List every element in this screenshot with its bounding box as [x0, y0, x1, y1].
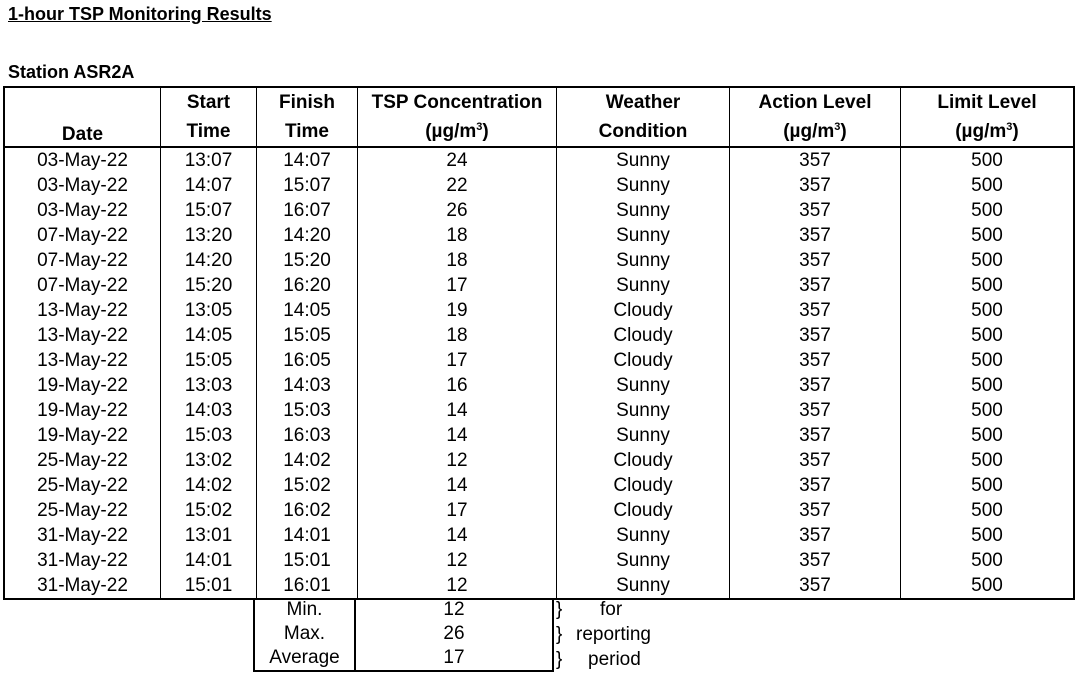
table-row — [4, 573, 1074, 599]
finish-time-cell: 15:07 — [257, 173, 358, 198]
page-title: 1-hour TSP Monitoring Results — [8, 4, 272, 24]
weather-cell: Cloudy — [557, 348, 730, 373]
date-cell: 03-May-22 — [4, 173, 161, 198]
start-time-cell: 13:07 — [161, 147, 257, 173]
tsp-cell: 12 — [358, 548, 557, 573]
table-row — [4, 423, 1074, 448]
table-row — [4, 323, 1074, 348]
action-level-cell: 357 — [730, 147, 901, 173]
finish-time-cell: 16:03 — [257, 423, 358, 448]
limit-level-cell: 500 — [901, 448, 1075, 473]
tsp-cell: 14 — [358, 473, 557, 498]
tsp-cell: 19 — [358, 298, 557, 323]
action-level-cell: 357 — [730, 398, 901, 423]
start-time-cell: 14:02 — [161, 473, 257, 498]
date-cell: 13-May-22 — [4, 323, 161, 348]
brace-glyph: } — [556, 624, 563, 645]
table-row — [4, 348, 1074, 373]
action-level-cell: 357 — [730, 548, 901, 573]
summary-label: Min. — [254, 598, 355, 622]
tsp-cell: 18 — [358, 223, 557, 248]
finish-time-cell: 15:20 — [257, 248, 358, 273]
start-time-cell: 14:05 — [161, 323, 257, 348]
finish-time-cell: 16:01 — [257, 573, 358, 599]
action-level-cell: 357 — [730, 498, 901, 523]
header-finish-time: Finish Time — [257, 87, 358, 147]
limit-level-cell: 500 — [901, 198, 1075, 223]
start-time-cell: 13:03 — [161, 373, 257, 398]
table-row — [4, 448, 1074, 473]
date-cell: 25-May-22 — [4, 448, 161, 473]
tsp-cell: 18 — [358, 323, 557, 348]
summary-note: reporting — [576, 624, 651, 645]
date-cell: 07-May-22 — [4, 273, 161, 298]
header-row — [4, 87, 1074, 147]
action-level-cell: 357 — [730, 298, 901, 323]
tsp-cell: 26 — [358, 198, 557, 223]
finish-time-cell: 16:07 — [257, 198, 358, 223]
limit-level-cell: 500 — [901, 423, 1075, 448]
start-time-cell: 15:07 — [161, 198, 257, 223]
limit-level-cell: 500 — [901, 173, 1075, 198]
summary-value: 26 — [355, 622, 553, 646]
tsp-cell: 17 — [358, 498, 557, 523]
action-level-cell: 357 — [730, 323, 901, 348]
table-row — [4, 198, 1074, 223]
weather-cell: Sunny — [557, 223, 730, 248]
tsp-cell: 24 — [358, 147, 557, 173]
summary-note: for — [600, 599, 623, 620]
table-row — [4, 373, 1074, 398]
action-level-cell: 357 — [730, 423, 901, 448]
start-time-cell: 13:02 — [161, 448, 257, 473]
header-weather-condition: Weather Condition — [557, 87, 730, 147]
action-level-cell: 357 — [730, 248, 901, 273]
header-action-level: Action Level $(\mu g/m^3)$ — [730, 87, 901, 147]
finish-time-cell: 14:07 — [257, 147, 358, 173]
limit-level-cell: 500 — [901, 573, 1075, 599]
action-level-cell: 357 — [730, 473, 901, 498]
start-time-cell: 15:01 — [161, 573, 257, 599]
date-cell: 13-May-22 — [4, 348, 161, 373]
finish-time-cell: 15:01 — [257, 548, 358, 573]
table-row — [4, 498, 1074, 523]
start-time-cell: 15:20 — [161, 273, 257, 298]
weather-cell: Sunny — [557, 147, 730, 173]
tsp-cell: 17 — [358, 273, 557, 298]
table-row — [4, 273, 1074, 298]
date-cell: 03-May-22 — [4, 198, 161, 223]
header-tsp-concentration: TSP Concentration $(\mu g/m^3)$ — [358, 87, 557, 147]
finish-time-cell: 14:05 — [257, 298, 358, 323]
tsp-cell: 14 — [358, 398, 557, 423]
summary-row-max — [254, 622, 553, 646]
weather-cell: Cloudy — [557, 323, 730, 348]
header-start-time: Start Time — [161, 87, 257, 147]
table-row — [4, 548, 1074, 573]
finish-time-cell: 16:02 — [257, 498, 358, 523]
station-label: Station ASR2A — [8, 62, 135, 82]
weather-cell: Sunny — [557, 548, 730, 573]
weather-cell: Sunny — [557, 373, 730, 398]
finish-time-cell: 15:03 — [257, 398, 358, 423]
start-time-cell: 13:05 — [161, 298, 257, 323]
finish-time-cell: 16:05 — [257, 348, 358, 373]
table-row — [4, 248, 1074, 273]
weather-cell: Sunny — [557, 273, 730, 298]
action-level-cell: 357 — [730, 523, 901, 548]
weather-cell: Sunny — [557, 248, 730, 273]
tsp-cell: 12 — [358, 448, 557, 473]
action-level-cell: 357 — [730, 373, 901, 398]
date-cell: 25-May-22 — [4, 498, 161, 523]
finish-time-cell: 14:02 — [257, 448, 358, 473]
action-level-cell: 357 — [730, 223, 901, 248]
table-row — [4, 147, 1074, 173]
summary-note: period — [588, 649, 641, 670]
start-time-cell: 14:03 — [161, 398, 257, 423]
finish-time-cell: 15:02 — [257, 473, 358, 498]
date-cell: 07-May-22 — [4, 223, 161, 248]
weather-cell: Sunny — [557, 423, 730, 448]
weather-cell: Sunny — [557, 573, 730, 599]
weather-cell: Cloudy — [557, 298, 730, 323]
brace-glyph: } — [556, 599, 563, 620]
summary-value: 17 — [355, 646, 553, 671]
action-level-cell: 357 — [730, 198, 901, 223]
date-cell: 31-May-22 — [4, 573, 161, 599]
date-cell: 19-May-22 — [4, 423, 161, 448]
limit-level-cell: 500 — [901, 323, 1075, 348]
limit-level-cell: 500 — [901, 298, 1075, 323]
tsp-cell: 17 — [358, 348, 557, 373]
date-cell: 31-May-22 — [4, 523, 161, 548]
tsp-cell: 18 — [358, 248, 557, 273]
limit-level-cell: 500 — [901, 273, 1075, 298]
date-cell: 13-May-22 — [4, 298, 161, 323]
tsp-cell: 12 — [358, 573, 557, 599]
table-row — [4, 473, 1074, 498]
date-cell: 25-May-22 — [4, 473, 161, 498]
action-level-cell: 357 — [730, 448, 901, 473]
start-time-cell: 15:03 — [161, 423, 257, 448]
date-cell: 03-May-22 — [4, 147, 161, 173]
weather-cell: Sunny — [557, 173, 730, 198]
summary-label: Average — [254, 646, 355, 671]
date-cell: 31-May-22 — [4, 548, 161, 573]
start-time-cell: 14:20 — [161, 248, 257, 273]
finish-time-cell: 14:20 — [257, 223, 358, 248]
table-row — [4, 523, 1074, 548]
start-time-cell: 13:20 — [161, 223, 257, 248]
tsp-cell: 14 — [358, 423, 557, 448]
weather-cell: Cloudy — [557, 473, 730, 498]
start-time-cell: 15:02 — [161, 498, 257, 523]
action-level-cell: 357 — [730, 173, 901, 198]
limit-level-cell: 500 — [901, 373, 1075, 398]
start-time-cell: 14:01 — [161, 548, 257, 573]
table-row — [4, 223, 1074, 248]
header-limit-level: Limit Level $(\mu g/m^3)$ — [901, 87, 1075, 147]
summary-row-min — [254, 598, 553, 622]
weather-cell: Sunny — [557, 198, 730, 223]
limit-level-cell: 500 — [901, 498, 1075, 523]
action-level-cell: 357 — [730, 273, 901, 298]
limit-level-cell: 500 — [901, 348, 1075, 373]
date-cell: 19-May-22 — [4, 398, 161, 423]
limit-level-cell: 500 — [901, 548, 1075, 573]
date-cell: 19-May-22 — [4, 373, 161, 398]
finish-time-cell: 15:05 — [257, 323, 358, 348]
action-level-cell: 357 — [730, 348, 901, 373]
limit-level-cell: 500 — [901, 147, 1075, 173]
table-row — [4, 398, 1074, 423]
limit-level-cell: 500 — [901, 223, 1075, 248]
table-row — [4, 173, 1074, 198]
limit-level-cell: 500 — [901, 398, 1075, 423]
weather-cell: Cloudy — [557, 448, 730, 473]
limit-level-cell: 500 — [901, 523, 1075, 548]
brace-glyph: } — [556, 649, 563, 670]
table-row — [4, 298, 1074, 323]
finish-time-cell: 16:20 — [257, 273, 358, 298]
finish-time-cell: 14:01 — [257, 523, 358, 548]
summary-value: 12 — [355, 598, 553, 622]
finish-time-cell: 14:03 — [257, 373, 358, 398]
tsp-cell: 14 — [358, 523, 557, 548]
summary-table — [253, 598, 554, 672]
results-body — [4, 147, 1074, 599]
summary-label: Max. — [254, 622, 355, 646]
limit-level-cell: 500 — [901, 473, 1075, 498]
weather-cell: Sunny — [557, 398, 730, 423]
action-level-cell: 357 — [730, 573, 901, 599]
start-time-cell: 13:01 — [161, 523, 257, 548]
weather-cell: Cloudy — [557, 498, 730, 523]
weather-cell: Sunny — [557, 523, 730, 548]
start-time-cell: 14:07 — [161, 173, 257, 198]
start-time-cell: 15:05 — [161, 348, 257, 373]
tsp-cell: 22 — [358, 173, 557, 198]
summary-row-average — [254, 646, 553, 671]
results-table — [3, 86, 1075, 600]
date-cell: 07-May-22 — [4, 248, 161, 273]
tsp-cell: 16 — [358, 373, 557, 398]
header-date: Date — [4, 87, 161, 147]
limit-level-cell: 500 — [901, 248, 1075, 273]
